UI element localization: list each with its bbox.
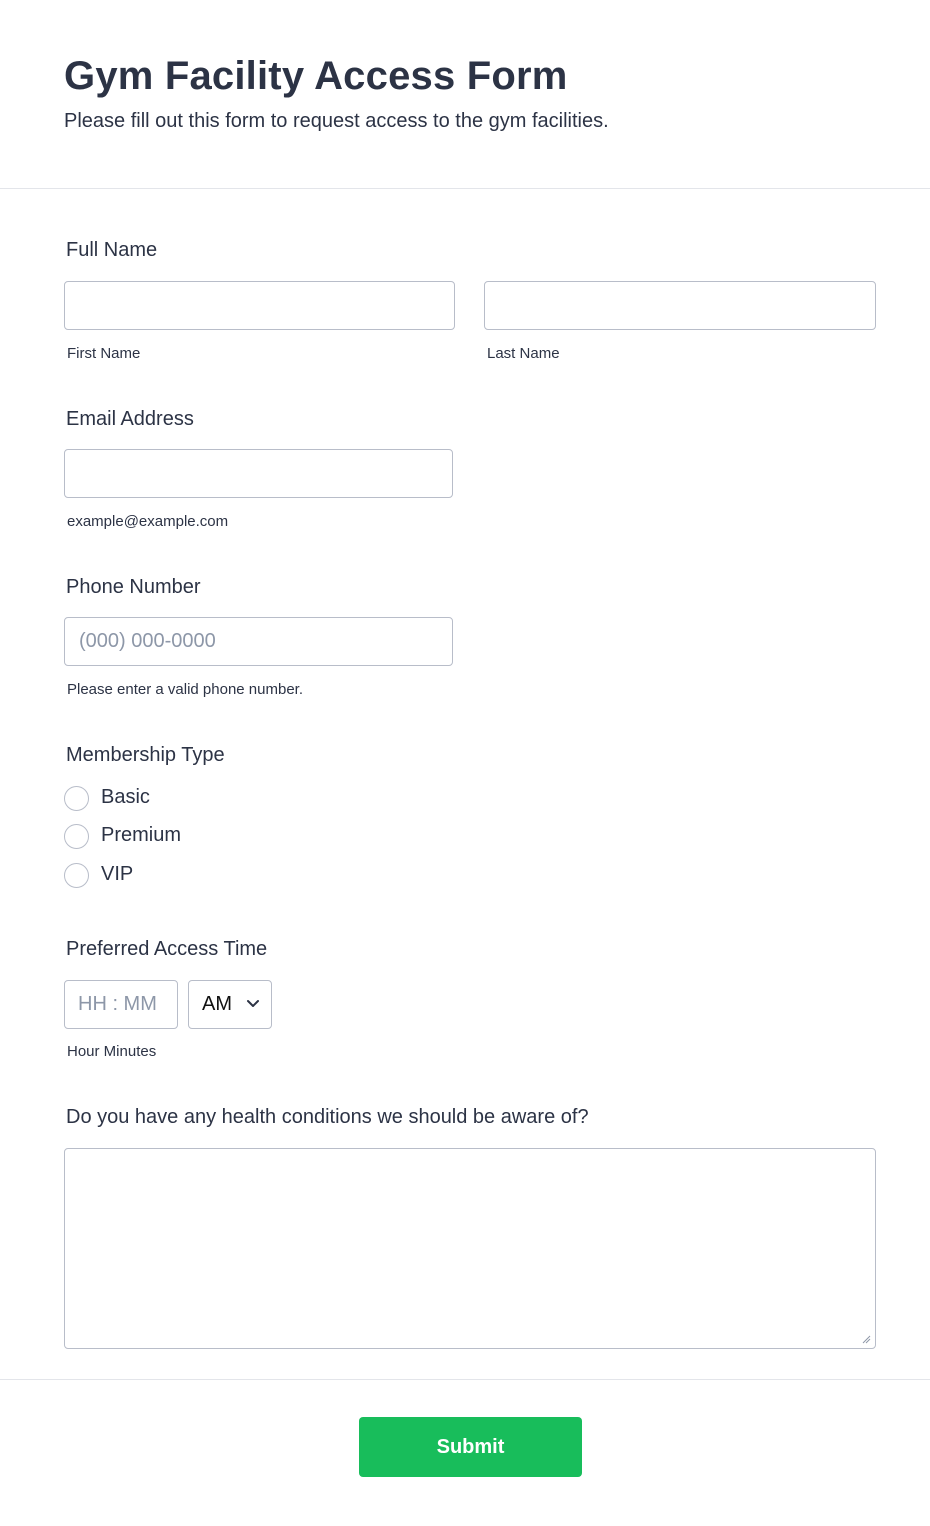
health-label: Do you have any health conditions we should be aware of? [66, 1106, 589, 1128]
form-title: Gym Facility Access Form [64, 54, 568, 98]
first-name-sublabel: First Name [67, 345, 141, 362]
form-header [0, 0, 930, 189]
radio-label: Premium [101, 824, 182, 846]
access-time-sublabel: Hour Minutes [67, 1043, 157, 1060]
full-name-label: Full Name [66, 239, 158, 261]
chevron-down-icon [246, 998, 260, 1010]
radio-circle[interactable] [64, 786, 89, 811]
membership-label: Membership Type [66, 744, 225, 766]
time-input[interactable] [64, 980, 178, 1029]
first-name-input[interactable] [64, 281, 455, 330]
last-name-input[interactable] [484, 281, 876, 330]
phone-sublabel: Please enter a valid phone number. [67, 681, 303, 698]
radio-label: VIP [101, 863, 134, 885]
radio-circle[interactable] [64, 824, 89, 849]
time-placeholder: HH : MM [78, 993, 157, 1015]
radio-label: Basic [101, 786, 150, 808]
phone-label: Phone Number [66, 576, 201, 598]
submit-button[interactable]: Submit [359, 1417, 582, 1477]
last-name-sublabel: Last Name [487, 345, 560, 362]
footer-divider [0, 1379, 930, 1380]
ampm-value: AM [202, 993, 232, 1015]
phone-input[interactable] [64, 617, 453, 666]
form-subtitle: Please fill out this form to request access to the gym facilities. [64, 110, 609, 132]
radio-circle[interactable] [64, 863, 89, 888]
resize-handle-icon[interactable] [861, 1334, 871, 1344]
email-label: Email Address [66, 408, 194, 430]
email-sublabel: example@example.com [67, 513, 229, 530]
health-textarea[interactable] [64, 1148, 876, 1349]
email-input[interactable] [64, 449, 453, 498]
ampm-select[interactable] [188, 980, 272, 1029]
access-time-label: Preferred Access Time [66, 938, 268, 960]
phone-placeholder: (000) 000-0000 [79, 630, 216, 652]
